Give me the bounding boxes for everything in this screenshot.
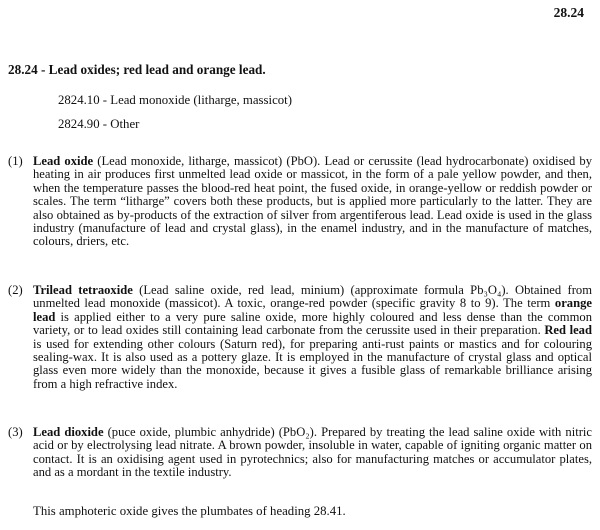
- item-term: Lead oxide: [33, 154, 94, 168]
- item-term: Trilead tetraoxide: [33, 283, 133, 297]
- subheading-2824-90: [58, 118, 139, 131]
- heading-title: Lead oxides; red lead and orange lead.: [48, 62, 266, 77]
- item-number: (3): [8, 425, 23, 439]
- heading-code: 28.24 -: [8, 62, 46, 77]
- page-number: 28.24: [553, 5, 584, 20]
- item-lead-dioxide: [8, 426, 592, 480]
- item-body: [33, 284, 592, 391]
- item-number: (2): [8, 283, 23, 297]
- heading: [8, 63, 588, 76]
- subheading-text: - Other: [102, 117, 140, 131]
- item-term-orange-lead: orange lead: [33, 296, 592, 324]
- closing-note: This amphoteric oxide gives the plumbates of heading 28.41.: [33, 504, 346, 518]
- subheading-text: - Lead monoxide (litharge, massicot): [102, 93, 292, 107]
- subheading-code: 2824.10: [58, 93, 100, 107]
- item-body: [33, 155, 592, 249]
- item-text: (Lead saline oxide, red lead, minium) (approximate formula Pb₃O₄). Obtained from unmelted lead monoxide (massicot). A toxic, orange-red powder (specific gravity 8 to 9). The term: [33, 283, 592, 311]
- item-term-red-lead: Red lead: [544, 323, 592, 338]
- item-text: is applied either to a very pure saline oxide, more highly coloured and less dense than the common variety, or to lead oxides still containing lead carbonate from the cerussite used in their preparation.: [33, 309, 592, 338]
- item-body: [33, 426, 592, 480]
- subheading-2824-10: [58, 94, 292, 107]
- item-number: (1): [8, 154, 23, 168]
- item-text: (Lead monoxide, litharge, massicot) (PbO). Lead or cerussite (lead hydrocarbonate) oxidised by heating in air produces first unmelted lead oxide or massicot, in the form of a pale yellow powder, and then, when the temperature passes the blood-red heat point, the fused oxide, in orange-yellow or reddish powder or scales. The term “litharge” covers both these products, but is applied more particularly to the latter. They are also obtained as by-products of the extraction of silver from argentiferous lead. Lead oxide is used in the glass industry (manufacture of lead and crystal glass), in the enamel industry, and in the manufacture of matches, colours, driers, etc.: [33, 154, 592, 249]
- item-text: (puce oxide, plumbic anhydride) (PbO₂). Prepared by treating the lead saline oxide with nitric acid or by electrolysing lead nitrate. A brown powder, insoluble in water, capable of igniting organic matter on contact. It is an oxidising agent used in pyrotechnics; also for manufacturing matches or accumulator plates, and as a mordant in the textile industry.: [33, 425, 592, 480]
- item-term: Lead dioxide: [33, 425, 104, 439]
- item-lead-oxide: [8, 155, 592, 249]
- item-text: is used for extending other colours (Saturn red), for preparing anti-rust paints or mastics and for colouring sealing-wax. It is also used as a pottery glaze. It is employed in the manufacture of crystal glass and optical glass even more widely than the monoxide, because it gives a fusible glass of remarkable brilliance arising from a high refractive index.: [33, 336, 592, 391]
- subheading-code: 2824.90: [58, 117, 100, 131]
- item-trilead-tetraoxide: [8, 284, 592, 391]
